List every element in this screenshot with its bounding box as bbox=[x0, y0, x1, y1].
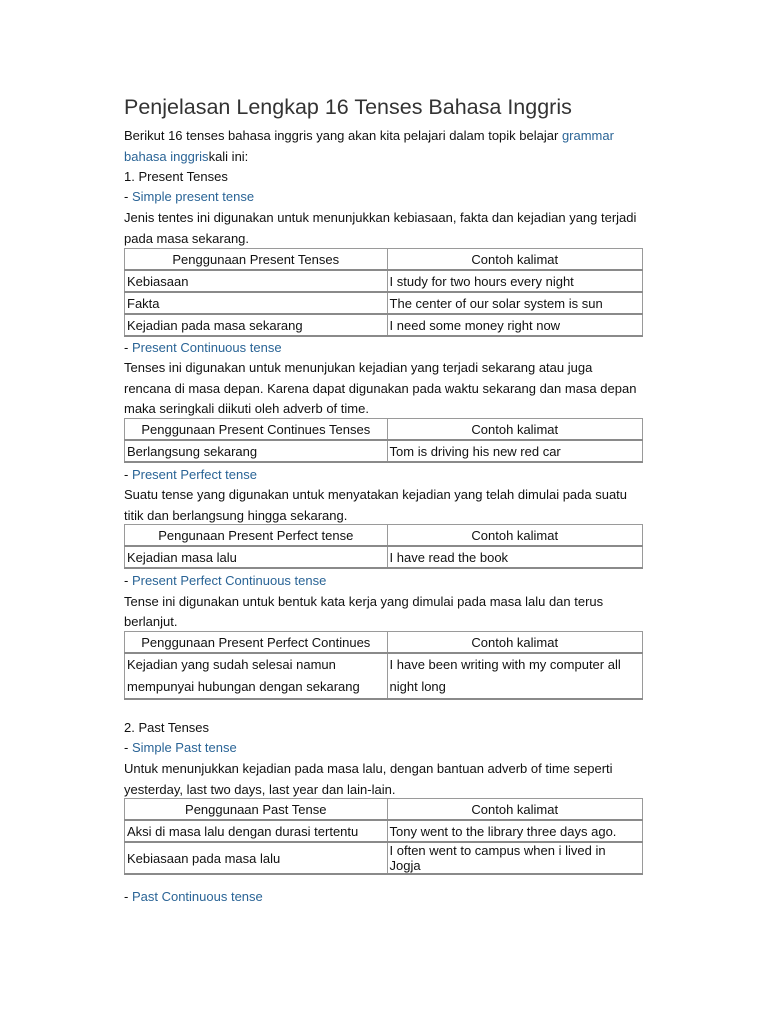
table-header-row bbox=[125, 799, 643, 821]
table-cell bbox=[125, 653, 388, 699]
table-cell: I need some money right now bbox=[387, 314, 642, 336]
table-header-cell: Penggunaan Past Tense bbox=[125, 799, 388, 821]
table-cell: Fakta bbox=[125, 292, 388, 314]
table-cell: Tony went to the library three days ago. bbox=[387, 820, 642, 842]
subheading-present-perfect-continuous bbox=[124, 573, 326, 589]
intro-line-2 bbox=[124, 149, 248, 165]
section-heading-present: 1. Present Tenses bbox=[124, 169, 228, 184]
paragraph-line: Tenses ini digunakan untuk menunjukan kejadian yang terjadi sekarang atau juga bbox=[124, 360, 593, 375]
table-row bbox=[125, 546, 643, 568]
table-cell: Aksi di masa lalu dengan durasi tertentu bbox=[125, 820, 388, 842]
table-cell: I often went to campus when i lived in Jogja bbox=[387, 842, 642, 874]
table-cell: Kebiasaan pada masa lalu bbox=[125, 842, 388, 874]
table-cell bbox=[387, 653, 642, 699]
table-row bbox=[125, 820, 643, 842]
table-cell: Berlangsung sekarang bbox=[125, 440, 388, 462]
paragraph-line: Tense ini digunakan untuk bentuk kata kerja yang dimulai pada masa lalu dan terus bbox=[124, 594, 604, 609]
table-cell: The center of our solar system is sun bbox=[387, 292, 642, 314]
subheading-simple-past bbox=[124, 740, 237, 756]
paragraph-line: pada masa sekarang. bbox=[124, 231, 250, 246]
dash: - bbox=[124, 573, 132, 588]
paragraph-line: Untuk menunjukkan kejadian pada masa lalu, dengan bantuan adverb of time seperti bbox=[124, 761, 613, 776]
page-title: Penjelasan Lengkap 16 Tenses Bahasa Inggris bbox=[124, 95, 572, 119]
intro-line-1 bbox=[124, 128, 614, 144]
dash: - bbox=[124, 340, 132, 355]
dash: - bbox=[124, 189, 132, 204]
paragraph-line: rencana di masa depan. Karena dapat digunakan pada waktu sekarang dan masa depan bbox=[124, 381, 637, 396]
table-row bbox=[125, 270, 643, 292]
paragraph-line: berlanjut. bbox=[124, 614, 178, 629]
table-header-row bbox=[125, 249, 643, 271]
table-cell: Kebiasaan bbox=[125, 270, 388, 292]
table-cell: I study for two hours every night bbox=[387, 270, 642, 292]
subheading-present-perfect bbox=[124, 467, 257, 483]
paragraph-line: maka seringkali diikuti oleh adverb of time. bbox=[124, 401, 369, 416]
grammar-link[interactable]: grammar bbox=[561, 128, 614, 143]
past-continuous-link[interactable]: Past Continuous tense bbox=[131, 889, 263, 904]
table-header-cell: Penggunaan Present Continues Tenses bbox=[125, 419, 388, 441]
section-heading-past: 2. Past Tenses bbox=[124, 720, 210, 735]
table-cell: Kejadian pada masa sekarang bbox=[125, 314, 388, 336]
present-perfect-link[interactable]: Present Perfect tense bbox=[131, 467, 257, 482]
present-perfect-continuous-link[interactable]: Present Perfect Continuous tense bbox=[131, 573, 327, 588]
table-header-row bbox=[125, 419, 643, 441]
cell-line: I have been writing with my computer all bbox=[389, 657, 621, 672]
cell-line: night long bbox=[389, 679, 446, 694]
subheading-present-continuous bbox=[124, 340, 282, 356]
bahasa-inggris-link[interactable]: bahasa inggris bbox=[124, 149, 209, 164]
dash: - bbox=[124, 889, 132, 904]
dash: - bbox=[124, 740, 132, 755]
simple-present-link[interactable]: Simple present tense bbox=[131, 189, 255, 204]
present-perfect-continuous-table bbox=[124, 631, 643, 700]
dash: - bbox=[124, 467, 132, 482]
table-cell: Kejadian masa lalu bbox=[125, 546, 388, 568]
simple-past-link[interactable]: Simple Past tense bbox=[131, 740, 237, 755]
table-row bbox=[125, 440, 643, 462]
present-continuous-table bbox=[124, 418, 643, 463]
table-row bbox=[125, 292, 643, 314]
table-header-cell: Contoh kalimat bbox=[387, 419, 642, 441]
table-row bbox=[125, 842, 643, 874]
present-perfect-table bbox=[124, 524, 643, 569]
subheading-past-continuous bbox=[124, 889, 263, 905]
table-header-cell: Contoh kalimat bbox=[387, 799, 642, 821]
paragraph-line: Suatu tense yang digunakan untuk menyatakan kejadian yang telah dimulai pada suatu bbox=[124, 487, 628, 502]
simple-past-table bbox=[124, 798, 643, 875]
table-header-cell: Contoh kalimat bbox=[387, 249, 642, 271]
paragraph-line: Jenis tentes ini digunakan untuk menunjukkan kebiasaan, fakta dan kejadian yang terjadi bbox=[124, 210, 637, 225]
table-header-row bbox=[125, 632, 643, 654]
table-row bbox=[125, 314, 643, 336]
intro-text-end: kali ini: bbox=[208, 149, 249, 164]
table-header-cell: Contoh kalimat bbox=[387, 525, 642, 547]
table-cell: Tom is driving his new red car bbox=[387, 440, 642, 462]
cell-line: Kejadian yang sudah selesai namun bbox=[127, 657, 336, 672]
table-header-row bbox=[125, 525, 643, 547]
table-row bbox=[125, 653, 643, 699]
present-continuous-link[interactable]: Present Continuous tense bbox=[131, 340, 282, 355]
table-header-cell: Penggunaan Present Tenses bbox=[125, 249, 388, 271]
table-cell: I have read the book bbox=[387, 546, 642, 568]
table-header-cell: Pengunaan Present Perfect tense bbox=[125, 525, 388, 547]
table-header-cell: Penggunaan Present Perfect Continues bbox=[125, 632, 388, 654]
intro-text: Berikut 16 tenses bahasa inggris yang akan kita pelajari dalam topik belajar bbox=[124, 128, 562, 143]
simple-present-table bbox=[124, 248, 643, 337]
table-header-cell: Contoh kalimat bbox=[387, 632, 642, 654]
paragraph-line: yesterday, last two days, last year dan lain-lain. bbox=[124, 782, 396, 797]
cell-line: mempunyai hubungan dengan sekarang bbox=[127, 679, 360, 694]
subheading-simple-present bbox=[124, 189, 254, 205]
paragraph-line: titik dan berlangsung hingga sekarang. bbox=[124, 508, 348, 523]
